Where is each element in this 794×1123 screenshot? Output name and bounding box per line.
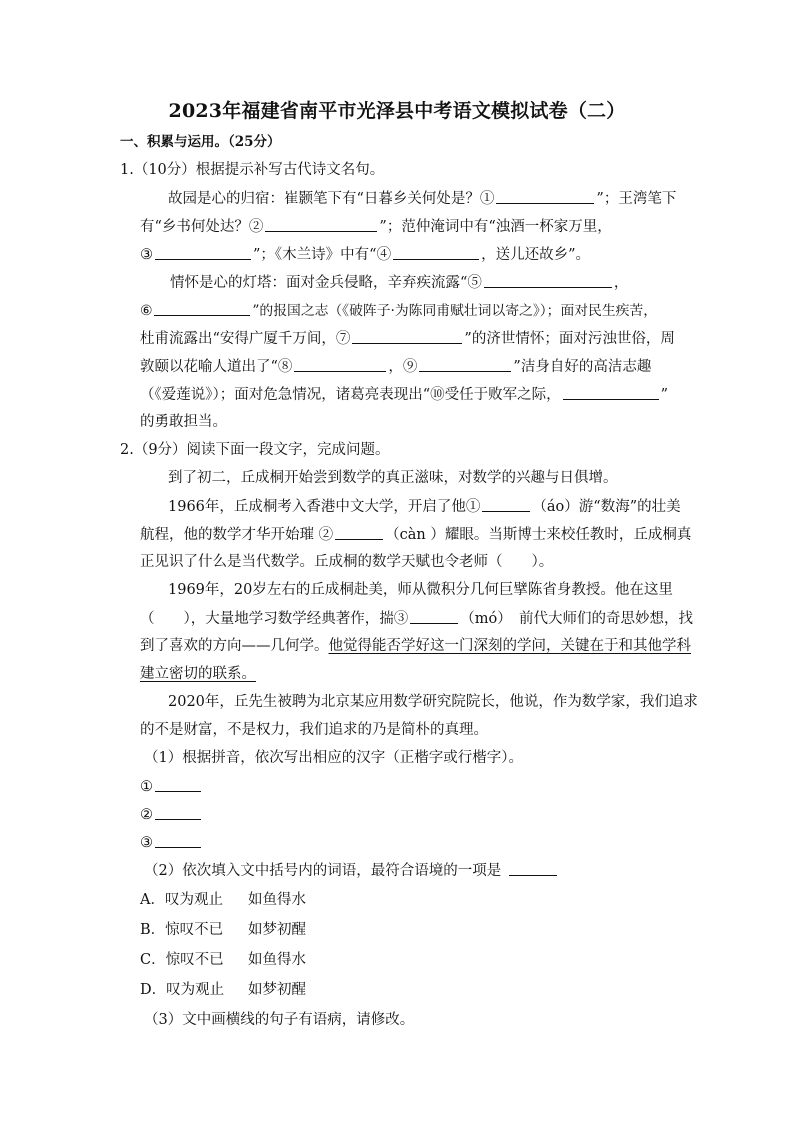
passage-para-4-line-1: 2020年，丘先生被聘为北京某应用数学研究院院长，他说，作为数学家，我们追求 [168,694,698,710]
q1-text: （《爱莲说》）；面对危急情况，诸葛亮表现出“⑩受任于败军之际， [140,387,561,403]
passage-para-3-line-3 [140,636,691,656]
passage-para-1: 到了初二，丘成桐开始尝到数学的真正滋味，对数学的兴趣与日俱增。 [168,470,618,486]
answer-field-1[interactable] [155,776,201,792]
answer-line-3 [140,832,203,853]
answer-line-1 [140,776,203,797]
q1-text: ，送儿还故乡”。 [481,247,590,263]
sub-question-1: （1）根据拼音，依次写出相应的汉字（正楷字或行楷字）。 [144,750,523,766]
q1-line-3 [140,244,590,265]
pinyin-blank-3[interactable] [410,608,458,624]
passage-para-2-line-3: 正见识了什么是当代数学。丘成桐的数学天赋也令老师（ ）。 [140,554,554,570]
answer-blank-2[interactable] [265,216,377,232]
answer-label: ① [140,779,153,795]
passage-para-2-line-1 [168,496,681,517]
q1-line-9: 的勇敢担当。 [140,414,227,430]
passage-text: 1966年，丘成桐考入香港中文大学，开启了他① [168,499,481,515]
option-second: 如梦初醒 [248,982,306,998]
q1-line-8 [140,384,668,405]
q1-text: ”洁身自好的高洁志趣 [513,359,652,375]
q1-text: ”的报国之志（《破阵子·为陈同甫赋壮词以寄之》）；面对民生疾苦， [252,303,658,319]
sub-question-2 [144,860,559,881]
answer-label: ③ [140,835,153,851]
option-label: B．惊叹不已 [140,922,224,938]
q1-text: 有“乡书何处达？② [140,219,264,235]
passage-text: （áo）游“数海”的壮美 [532,499,681,515]
sub-question-3: （3）文中画横线的句子有语病，请修改。 [144,1012,415,1028]
question-2-heading: 2.（9分）阅读下面一段文字，完成问题。 [120,442,390,458]
underlined-sentence: 他觉得能否学好这一门深刻的学问，关键在于和其他学科 [328,638,691,654]
answer-line-2 [140,804,203,825]
q1-text: ”；王湾笔下 [596,191,677,207]
q1-line-2 [140,216,612,237]
q1-text: ”；范仲淹词中有“浊酒一杯家万里， [379,219,612,235]
option-label: C．惊叹不已 [140,952,224,968]
answer-blank-9[interactable] [419,356,511,372]
option-second: 如梦初醒 [248,922,306,938]
option-second: 如鱼得水 [248,952,306,968]
q1-line-4 [170,272,628,293]
q1-text: ， [613,275,629,291]
option-d[interactable] [140,980,306,1000]
answer-blank-7[interactable] [352,328,462,344]
option-a[interactable] [140,890,306,910]
q1-text: ” [660,387,669,403]
answer-blank-10[interactable] [563,384,659,400]
pinyin-blank-2[interactable] [335,524,383,540]
passage-text: （mó） 前代大师们的奇思妙想，找 [460,611,693,627]
answer-blank-4[interactable] [393,244,479,260]
passage-text: 到了喜欢的方向——几何学。 [140,638,329,654]
pinyin-blank-1[interactable] [482,496,530,512]
q1-text: 故园是心的归宿：崔颢笔下有“日暮乡关何处是？① [168,191,495,207]
q1-line-5 [140,300,657,321]
section-heading: 一、积累与运用。（25分） [120,134,281,150]
q1-text: 杜甫流露出“安得广厦千万间，⑦ [140,331,351,347]
underlined-sentence-end: 建立密切的联系。 [140,666,256,682]
q1-text: 敦颐以花喻人道出了“⑧ [140,359,293,375]
passage-para-4-line-2: 的不是财富，不是权力，我们追求的乃是简朴的真理。 [140,722,488,738]
passage-text: （càn ）耀眼。当斯博士来校任教时，丘成桐真 [385,527,692,543]
q1-text: ”的济世情怀；面对污浊世俗，周 [464,331,675,347]
q1-text: ，⑨ [388,359,418,375]
q1-line-1 [168,188,676,209]
q1-line-7 [140,356,651,377]
option-label: A．叹为观止 [140,892,223,908]
answer-field-2[interactable] [155,804,201,820]
answer-blank-1[interactable] [496,188,594,204]
option-b[interactable] [140,920,306,940]
option-c[interactable] [140,950,306,970]
passage-text: （ ），大量地学习数学经典著作，揣③ [140,611,409,627]
q1-line-6 [140,328,675,349]
question-1-heading: 1.（10分）根据提示补写古代诗文名句。 [120,162,385,178]
passage-para-3-line-1: 1969年，20岁左右的丘成桐赴美，师从微积分几何巨擘陈省身教授。他在这里 [168,582,673,598]
q1-text: ⑥ [140,303,153,319]
option-second: 如鱼得水 [248,892,306,908]
answer-blank-6[interactable] [154,300,250,316]
q1-text: ③ [140,247,153,263]
answer-field-3[interactable] [155,832,201,848]
answer-label: ② [140,807,153,823]
answer-blank-5[interactable] [484,272,612,288]
passage-text: 航程，他的数学才华开始璀 ② [140,527,334,543]
option-label: D．叹为观止 [140,982,225,998]
q1-text: ”；《木兰诗》中有“④ [253,247,392,263]
sub-question-text: （2）依次填入文中括号内的词语，最符合语境的一项是 [144,863,502,879]
passage-para-2-line-2 [140,524,691,545]
choice-answer-blank[interactable] [509,860,557,876]
answer-blank-3[interactable] [155,244,251,260]
answer-blank-8[interactable] [294,356,386,372]
q1-text: 情怀是心的灯塔：面对金兵侵略，辛弃疾流露“⑤ [170,275,482,291]
passage-para-3-line-2 [140,608,693,629]
page-title: 2023年福建省南平市光泽县中考语文模拟试卷（二） [168,100,626,122]
